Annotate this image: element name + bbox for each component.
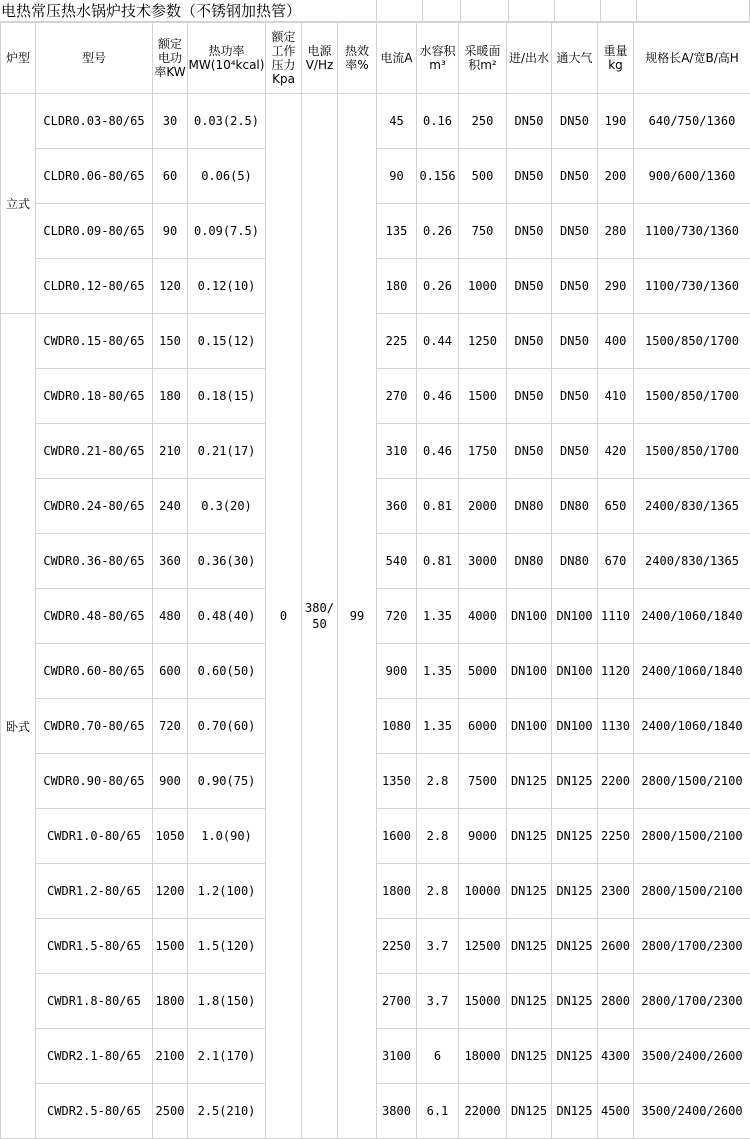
cell-current: 3800 — [377, 1084, 417, 1139]
cell-weight: 2600 — [598, 919, 634, 974]
cell-inlet: DN50 — [507, 149, 552, 204]
cell-water_vol: 0.81 — [417, 534, 459, 589]
cell-vent: DN125 — [552, 1084, 598, 1139]
column-header-type: 炉型 — [1, 23, 36, 94]
cell-heating_area: 500 — [459, 149, 507, 204]
cell-dims: 2400/830/1365 — [634, 534, 750, 589]
cell-weight: 190 — [598, 94, 634, 149]
cell-model: CWDR2.5-80/65 — [36, 1084, 153, 1139]
column-header-dims: 规格长A/宽B/高H — [634, 23, 750, 94]
cell-inlet: DN50 — [507, 94, 552, 149]
cell-water_vol: 1.35 — [417, 699, 459, 754]
cell-inlet: DN50 — [507, 204, 552, 259]
column-header-weight: 重量kg — [598, 23, 634, 94]
column-header-voltage: 电源V/Hz — [302, 23, 338, 94]
cell-weight: 420 — [598, 424, 634, 479]
cell-thermal: 0.21(17) — [188, 424, 266, 479]
cell-water_vol: 3.7 — [417, 974, 459, 1029]
cell-water_vol: 6.1 — [417, 1084, 459, 1139]
cell-thermal: 2.5(210) — [188, 1084, 266, 1139]
cell-inlet: DN125 — [507, 1084, 552, 1139]
cell-heating_area: 15000 — [459, 974, 507, 1029]
cell-vent: DN125 — [552, 809, 598, 864]
cell-heating_area: 7500 — [459, 754, 507, 809]
cell-model: CWDR2.1-80/65 — [36, 1029, 153, 1084]
cell-dims: 1100/730/1360 — [634, 204, 750, 259]
cell-power_kw: 1800 — [153, 974, 188, 1029]
cell-model: CWDR1.2-80/65 — [36, 864, 153, 919]
cell-current: 135 — [377, 204, 417, 259]
cell-weight: 670 — [598, 534, 634, 589]
cell-dims: 1500/850/1700 — [634, 424, 750, 479]
cell-thermal: 0.36(30) — [188, 534, 266, 589]
cell-model: CWDR0.24-80/65 — [36, 479, 153, 534]
cell-weight: 2800 — [598, 974, 634, 1029]
cell-model: CWDR0.48-80/65 — [36, 589, 153, 644]
cell-thermal: 2.1(170) — [188, 1029, 266, 1084]
cell-current: 900 — [377, 644, 417, 699]
cell-dims: 1100/730/1360 — [634, 259, 750, 314]
cell-dims: 2800/1700/2300 — [634, 919, 750, 974]
cell-current: 1080 — [377, 699, 417, 754]
cell-current: 225 — [377, 314, 417, 369]
group-cell-type: 卧式 — [1, 314, 36, 1139]
cell-heating_area: 1250 — [459, 314, 507, 369]
cell-vent: DN50 — [552, 369, 598, 424]
cell-water_vol: 6 — [417, 1029, 459, 1084]
cell-weight: 410 — [598, 369, 634, 424]
cell-heating_area: 1000 — [459, 259, 507, 314]
cell-current: 2250 — [377, 919, 417, 974]
cell-heating_area: 1750 — [459, 424, 507, 479]
cell-current: 3100 — [377, 1029, 417, 1084]
cell-vent: DN125 — [552, 919, 598, 974]
cell-inlet: DN125 — [507, 1029, 552, 1084]
cell-dims: 2800/1500/2100 — [634, 864, 750, 919]
cell-inlet: DN100 — [507, 699, 552, 754]
cell-thermal: 0.70(60) — [188, 699, 266, 754]
cell-dims: 640/750/1360 — [634, 94, 750, 149]
cell-model: CWDR0.70-80/65 — [36, 699, 153, 754]
cell-power_kw: 120 — [153, 259, 188, 314]
cell-current: 45 — [377, 94, 417, 149]
cell-current: 90 — [377, 149, 417, 204]
column-header-heating_area: 采暖面积m² — [459, 23, 507, 94]
cell-water_vol: 2.8 — [417, 754, 459, 809]
cell-water_vol: 1.35 — [417, 644, 459, 699]
cell-current: 1800 — [377, 864, 417, 919]
cell-current: 360 — [377, 479, 417, 534]
cell-dims: 2800/1700/2300 — [634, 974, 750, 1029]
cell-weight: 1130 — [598, 699, 634, 754]
cell-model: CWDR0.21-80/65 — [36, 424, 153, 479]
cell-vent: DN80 — [552, 534, 598, 589]
cell-power_kw: 600 — [153, 644, 188, 699]
cell-thermal: 1.0(90) — [188, 809, 266, 864]
cell-dims: 2400/1060/1840 — [634, 644, 750, 699]
cell-water_vol: 0.81 — [417, 479, 459, 534]
cell-weight: 290 — [598, 259, 634, 314]
cell-thermal: 0.09(7.5) — [188, 204, 266, 259]
cell-heating_area: 18000 — [459, 1029, 507, 1084]
cell-weight: 400 — [598, 314, 634, 369]
column-header-current: 电流A — [377, 23, 417, 94]
cell-inlet: DN125 — [507, 754, 552, 809]
table-row — [1, 94, 750, 149]
cell-inlet: DN80 — [507, 534, 552, 589]
cell-vent: DN100 — [552, 699, 598, 754]
cell-thermal: 1.5(120) — [188, 919, 266, 974]
cell-heating_area: 1500 — [459, 369, 507, 424]
cell-inlet: DN50 — [507, 369, 552, 424]
cell-dims: 1500/850/1700 — [634, 369, 750, 424]
cell-thermal: 0.15(12) — [188, 314, 266, 369]
cell-power_kw: 150 — [153, 314, 188, 369]
column-header-inlet: 进/出水 — [507, 23, 552, 94]
cell-model: CWDR1.0-80/65 — [36, 809, 153, 864]
cell-power_kw: 210 — [153, 424, 188, 479]
cell-dims: 900/600/1360 — [634, 149, 750, 204]
column-header-thermal: 热功率MW(10⁴kcal) — [188, 23, 266, 94]
cell-weight: 2250 — [598, 809, 634, 864]
cell-thermal: 0.90(75) — [188, 754, 266, 809]
cell-inlet: DN100 — [507, 589, 552, 644]
cell-current: 1600 — [377, 809, 417, 864]
column-header-pressure: 额定工作压力Kpa — [266, 23, 302, 94]
column-header-power_kw: 额定电功率KW — [153, 23, 188, 94]
cell-inlet: DN50 — [507, 424, 552, 479]
cell-model: CWDR0.60-80/65 — [36, 644, 153, 699]
cell-water_vol: 0.26 — [417, 204, 459, 259]
cell-dims: 3500/2400/2600 — [634, 1029, 750, 1084]
cell-dims: 3500/2400/2600 — [634, 1084, 750, 1139]
cell-thermal: 0.60(50) — [188, 644, 266, 699]
cell-dims: 2400/1060/1840 — [634, 699, 750, 754]
cell-heating_area: 22000 — [459, 1084, 507, 1139]
cell-inlet: DN50 — [507, 259, 552, 314]
cell-weight: 650 — [598, 479, 634, 534]
cell-power_kw: 30 — [153, 94, 188, 149]
cell-model: CWDR0.18-80/65 — [36, 369, 153, 424]
cell-heating_area: 4000 — [459, 589, 507, 644]
cell-vent: DN100 — [552, 589, 598, 644]
cell-model: CWDR1.8-80/65 — [36, 974, 153, 1029]
cell-current: 540 — [377, 534, 417, 589]
cell-weight: 2300 — [598, 864, 634, 919]
cell-inlet: DN125 — [507, 809, 552, 864]
cell-power_kw: 1500 — [153, 919, 188, 974]
cell-vent: DN100 — [552, 644, 598, 699]
cell-weight: 4500 — [598, 1084, 634, 1139]
cell-power_kw: 480 — [153, 589, 188, 644]
cell-current: 310 — [377, 424, 417, 479]
cell-vent: DN125 — [552, 754, 598, 809]
cell-water_vol: 2.8 — [417, 809, 459, 864]
cell-vent: DN50 — [552, 259, 598, 314]
cell-inlet: DN125 — [507, 919, 552, 974]
cell-power_kw: 360 — [153, 534, 188, 589]
cell-vent: DN50 — [552, 314, 598, 369]
cell-heating_area: 5000 — [459, 644, 507, 699]
cell-heating_area: 12500 — [459, 919, 507, 974]
cell-model: CLDR0.06-80/65 — [36, 149, 153, 204]
cell-thermal: 0.03(2.5) — [188, 94, 266, 149]
merged-cell-pressure: 0 — [266, 94, 302, 1139]
cell-water_vol: 0.44 — [417, 314, 459, 369]
cell-model: CWDR1.5-80/65 — [36, 919, 153, 974]
cell-heating_area: 3000 — [459, 534, 507, 589]
cell-vent: DN50 — [552, 204, 598, 259]
cell-model: CLDR0.09-80/65 — [36, 204, 153, 259]
cell-current: 1350 — [377, 754, 417, 809]
cell-power_kw: 60 — [153, 149, 188, 204]
cell-power_kw: 1050 — [153, 809, 188, 864]
cell-model: CWDR0.15-80/65 — [36, 314, 153, 369]
cell-dims: 2800/1500/2100 — [634, 754, 750, 809]
cell-vent: DN50 — [552, 424, 598, 479]
cell-water_vol: 3.7 — [417, 919, 459, 974]
cell-heating_area: 2000 — [459, 479, 507, 534]
cell-weight: 1110 — [598, 589, 634, 644]
cell-thermal: 1.8(150) — [188, 974, 266, 1029]
cell-power_kw: 900 — [153, 754, 188, 809]
group-cell-type: 立式 — [1, 94, 36, 314]
cell-model: CLDR0.12-80/65 — [36, 259, 153, 314]
cell-power_kw: 720 — [153, 699, 188, 754]
cell-current: 270 — [377, 369, 417, 424]
cell-inlet: DN50 — [507, 314, 552, 369]
cell-dims: 2400/1060/1840 — [634, 589, 750, 644]
cell-model: CWDR0.90-80/65 — [36, 754, 153, 809]
cell-dims: 2400/830/1365 — [634, 479, 750, 534]
cell-thermal: 0.12(10) — [188, 259, 266, 314]
column-header-efficiency: 热效率% — [338, 23, 377, 94]
cell-heating_area: 9000 — [459, 809, 507, 864]
cell-weight: 2200 — [598, 754, 634, 809]
cell-power_kw: 180 — [153, 369, 188, 424]
cell-dims: 2800/1500/2100 — [634, 809, 750, 864]
merged-cell-efficiency: 99 — [338, 94, 377, 1139]
cell-weight: 1120 — [598, 644, 634, 699]
page-title: 电热常压热水锅炉技术参数（不锈钢加热管） — [0, 0, 301, 22]
column-header-water_vol: 水容积m³ — [417, 23, 459, 94]
cell-vent: DN80 — [552, 479, 598, 534]
cell-water_vol: 0.156 — [417, 149, 459, 204]
header-row — [1, 23, 750, 94]
cell-vent: DN125 — [552, 864, 598, 919]
cell-power_kw: 1200 — [153, 864, 188, 919]
cell-dims: 1500/850/1700 — [634, 314, 750, 369]
table-body — [1, 94, 750, 1139]
cell-current: 2700 — [377, 974, 417, 1029]
cell-thermal: 0.18(15) — [188, 369, 266, 424]
cell-model: CLDR0.03-80/65 — [36, 94, 153, 149]
cell-weight: 200 — [598, 149, 634, 204]
cell-thermal: 1.2(100) — [188, 864, 266, 919]
cell-power_kw: 240 — [153, 479, 188, 534]
merged-cell-voltage: 380/50 — [302, 94, 338, 1139]
cell-heating_area: 10000 — [459, 864, 507, 919]
column-header-model: 型号 — [36, 23, 153, 94]
cell-heating_area: 750 — [459, 204, 507, 259]
cell-water_vol: 2.8 — [417, 864, 459, 919]
cell-thermal: 0.48(40) — [188, 589, 266, 644]
spec-table — [0, 22, 750, 1139]
cell-vent: DN125 — [552, 974, 598, 1029]
cell-inlet: DN125 — [507, 974, 552, 1029]
cell-current: 180 — [377, 259, 417, 314]
cell-water_vol: 0.46 — [417, 424, 459, 479]
column-header-vent: 通大气 — [552, 23, 598, 94]
cell-model: CWDR0.36-80/65 — [36, 534, 153, 589]
cell-vent: DN125 — [552, 1029, 598, 1084]
cell-weight: 4300 — [598, 1029, 634, 1084]
cell-heating_area: 6000 — [459, 699, 507, 754]
cell-vent: DN50 — [552, 94, 598, 149]
cell-current: 720 — [377, 589, 417, 644]
cell-inlet: DN100 — [507, 644, 552, 699]
cell-inlet: DN125 — [507, 864, 552, 919]
cell-water_vol: 1.35 — [417, 589, 459, 644]
cell-water_vol: 0.46 — [417, 369, 459, 424]
cell-thermal: 0.06(5) — [188, 149, 266, 204]
cell-weight: 280 — [598, 204, 634, 259]
cell-power_kw: 2100 — [153, 1029, 188, 1084]
cell-inlet: DN80 — [507, 479, 552, 534]
cell-power_kw: 2500 — [153, 1084, 188, 1139]
cell-thermal: 0.3(20) — [188, 479, 266, 534]
cell-water_vol: 0.26 — [417, 259, 459, 314]
cell-power_kw: 90 — [153, 204, 188, 259]
cell-heating_area: 250 — [459, 94, 507, 149]
cell-vent: DN50 — [552, 149, 598, 204]
cell-water_vol: 0.16 — [417, 94, 459, 149]
